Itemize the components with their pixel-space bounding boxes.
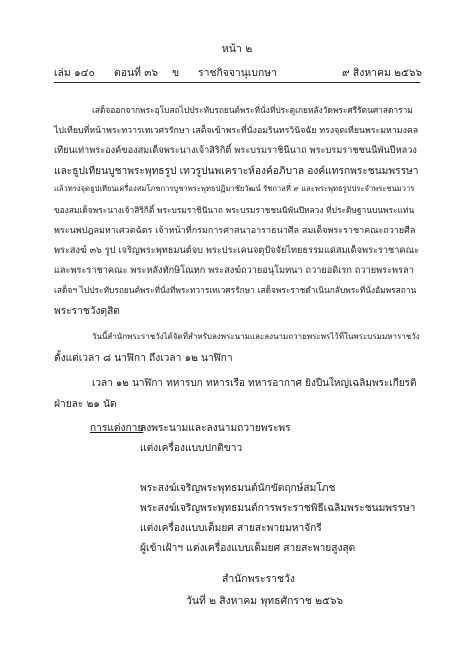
header-publication: ราชกิจจานุเบกษา (198, 67, 277, 79)
header-section: ข (172, 67, 180, 79)
text-line: และพระราชาคณะ พระหลังทักษิโณทก พระสงฆ์ถวายอนุโมทนา ถวายอดิเรก ถวายพระพรลา (54, 265, 414, 276)
dress-item: แต่งเครื่องแบบเต็มยศ สายสะพายมหาจักรี (140, 523, 322, 534)
text-line: พระสงฆ์ ๓๖ รูป เจริญพระพุทธมนต์จบ พระประเคนจตุปัจจัยไทยธรรมแด่สมเด็จพระราชาคณะ (54, 245, 420, 256)
dress-code-label: การแต่งกาย (90, 423, 144, 434)
text-line: เสด็จออกจากพระอุโบสถไปประทับรถยนต์พระที่นั่งที่ประตูเกยหลังวัดพระศรีรัตนศาสดาราม (92, 105, 413, 115)
header-rule (54, 82, 420, 83)
text-line: และธูปเทียนบูชาพระพุทธรูป เทวรูปนพเคราะห์องค์อภิบาล องค์แทรกพระชนมพรรษา (54, 166, 419, 177)
page-number: หน้า ๒ (221, 43, 253, 55)
text-line: เวลา ๑๒ นาฬิกา ทหารบก ทหารเรือ ทหารอากาศ ยิงปืนใหญ่เฉลิมพระเกียรติ (92, 378, 417, 389)
text-line: พระราชวังดุสิต (54, 306, 120, 317)
text-line: ไปเทียบที่หน้าพระทวารเทเวศรรักษา เสด็จเข้าพระที่นั่งอมรินทรวินิจฉัย ทรงจุดเทียนพระมหามงคล (54, 126, 419, 136)
dress-item-title: พระสงฆ์เจริญพระพุทธมนต์การพระราชพิธีเฉลิมพระชนมพรรษา (140, 503, 416, 514)
dress-item: แต่งเครื่องแบบปกติขาว (140, 443, 243, 454)
text-line: พระนพปฎลมหาเศวตฉัตร เจ้าหน้าที่กรมการศาสนาอาราธนาศีล สมเด็จพระราชาคณะถวายศีล (54, 226, 416, 236)
text-line: เสด็จฯ ไปประทับรถยนต์พระที่นั่งที่พระทวารเทเวศรรักษา เสด็จพระราชดำเนินกลับพระที่นั่งอัมพรสถาน (54, 285, 417, 295)
dress-item-title: ลงพระนามและลงนามถวายพระพร (140, 423, 291, 434)
text-line: ของสมเด็จพระนางเจ้าสิริกิติ์ พระบรมราชินีนาถ พระบรมราชชนนีพันปีหลวง ที่ประดิษฐานบนพระแท่น (54, 205, 415, 215)
text-line: เทียนเท่าพระองค์ของสมเด็จพระนางเจ้าสิริกิติ์ พระบรมราชินีนาถ พระบรมราชชนนีพันปีหลวง (54, 145, 417, 156)
header-volume: เล่ม ๑๔๐ (54, 67, 95, 79)
dress-item-title: พระสงฆ์เจริญพระพุทธมนต์นักขัตฤกษ์สมโภช (140, 483, 336, 494)
header-date: ๙ สิงหาคม ๒๕๖๖ (342, 67, 423, 79)
text-line: วันนี้สำนักพระราชวังได้จัดที่สำหรับลงพระนามและลงนามถวายพระพรไว้ที่ในพระบรมมหาราชวัง (92, 332, 420, 341)
text-line: แล้วทรงจุดธูปเทียนเครื่องสมโภชการบูชาพระพุทธปฏิมาชัยวัฒน์ รัชกาลที่ ๙ และพระพุทธรูปประจำพระชนมวาร (54, 184, 415, 193)
text-line: ตั้งแต่เวลา ๘ นาฬิกา ถึงเวลา ๑๒ นาฬิกา (54, 353, 233, 364)
header-part: ตอนที่ ๓๖ (114, 67, 158, 79)
issuing-office: สำนักพระราชวัง (222, 573, 295, 585)
dress-item: ผู้เข้าเฝ้าฯ แต่งเครื่องแบบเต็มยศ สายสะพายสูงสุด (140, 543, 356, 554)
text-line: ฝ่ายละ ๒๑ นัด (54, 399, 117, 410)
issue-date: วันที่ ๒ สิงหาคม พุทธศักราช ๒๕๖๖ (186, 595, 344, 607)
